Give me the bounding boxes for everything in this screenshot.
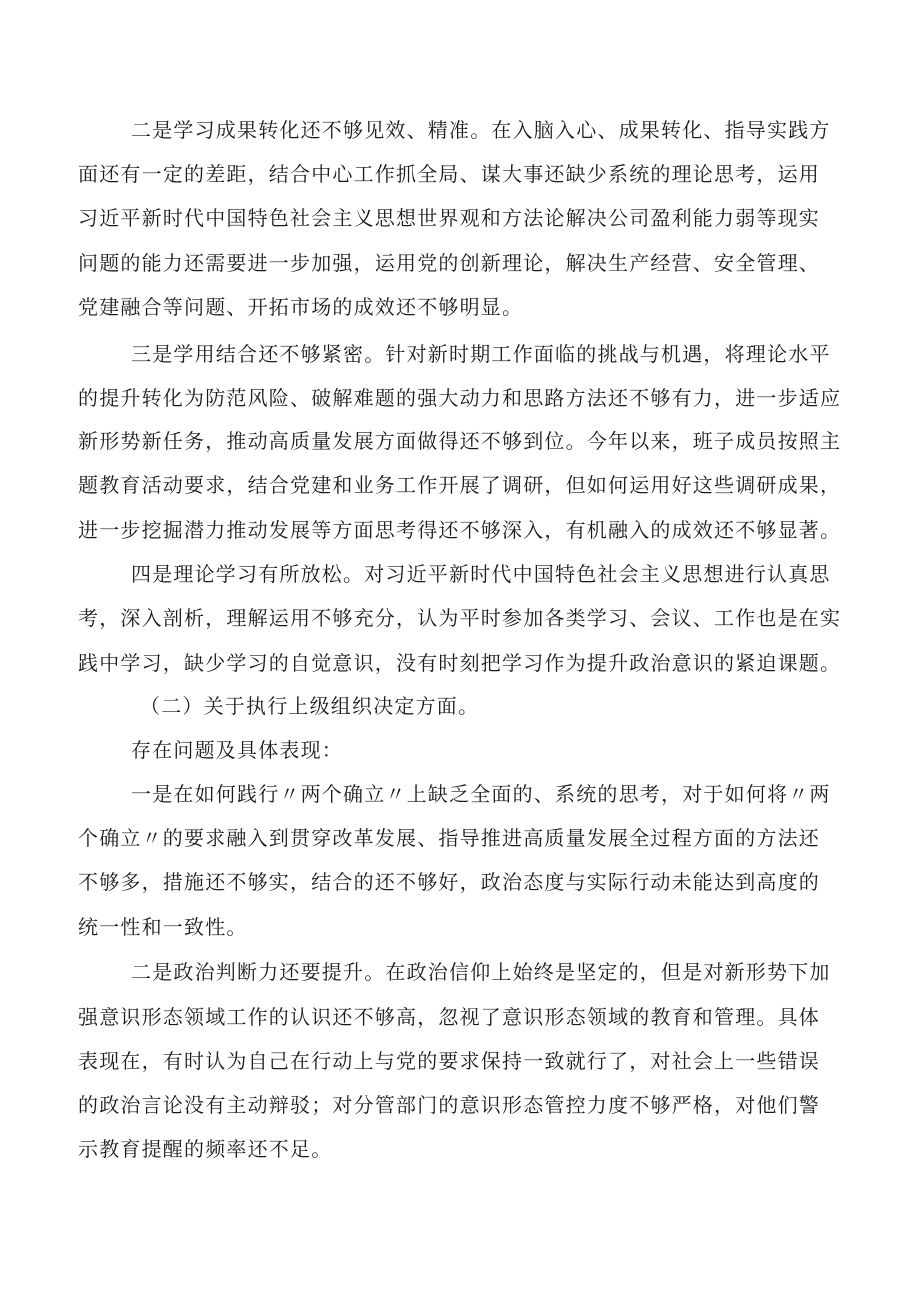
text-line: 问题的能力还需要进一步加强，运用党的创新理论，解决生产经营、安全管理、 <box>78 251 820 275</box>
text-line: 一是在如何践行〃两个确立〃上缺乏全面的、系统的思考，对于如何将〃两 <box>131 782 831 806</box>
text-line: 二是政治判断力还要提升。在政治信仰上始终是坚定的，但是对新形势下加 <box>131 960 831 984</box>
text-line: 践中学习，缺少学习的自觉意识，没有时刻把学习作为提升政治意识的紧迫课题。 <box>78 651 842 675</box>
text-line: 示教育提醒的频率还不足。 <box>78 1137 333 1161</box>
section-heading: （二）关于执行上级组织决定方面。 <box>140 694 480 718</box>
text-line: 进一步挖掘潜力推动发展等方面思考得还不够深入，有机融入的成效还不够显著。 <box>78 518 842 542</box>
text-line: 新形势新任务，推动高质量发展方面做得还不够到位。今年以来，班子成员按照主 <box>78 429 842 453</box>
text-line: 考，深入剖析，理解运用不够充分，认为平时参加各类学习、会议、工作也是在实 <box>78 606 842 630</box>
text-line: 四是理论学习有所放松。对习近平新时代中国特色社会主义思想进行认真思 <box>131 562 831 586</box>
text-line: 面还有一定的差距，结合中心工作抓全局、谋大事还缺少系统的理论思考，运用 <box>78 162 820 186</box>
text-line: 表现在，有时认为自己在行动上与党的要求保持一致就行了，对社会上一些错误 <box>78 1049 820 1073</box>
text-line: 习近平新时代中国特色社会主义思想世界观和方法论解决公司盈利能力弱等现实 <box>78 206 820 230</box>
text-line: 强意识形态领域工作的认识还不够高，忽视了意识形态领域的教育和管理。具体 <box>78 1005 820 1029</box>
text-line: 的提升转化为防范风险、破解难题的强大动力和思路方法还不够有力，进一步适应 <box>78 386 842 410</box>
text-line: 统一性和一致性。 <box>78 915 248 939</box>
text-line: 二是学习成果转化还不够见效、精准。在入脑入心、成果转化、指导实践方 <box>131 118 831 142</box>
text-line: 三是学用结合还不够紧密。针对新时期工作面临的挑战与机遇，将理论水平 <box>131 342 831 366</box>
text-line: 不够多，措施还不够实，结合的还不够好，政治态度与实际行动未能达到高度的 <box>78 870 820 894</box>
text-line: 党建融合等问题、开拓市场的成效还不够明显。 <box>78 295 524 319</box>
text-line: 存在问题及具体表现： <box>131 738 343 762</box>
text-line: 的政治言论没有主动辩驳；对分管部门的意识形态管控力度不够严格，对他们警 <box>78 1093 820 1117</box>
text-line: 题教育活动要求，结合党建和业务工作开展了调研，但如何运用好这些调研成果， <box>78 473 842 497</box>
text-line: 个确立〃的要求融入到贯穿改革发展、指导推进高质量发展全过程方面的方法还 <box>78 826 820 850</box>
